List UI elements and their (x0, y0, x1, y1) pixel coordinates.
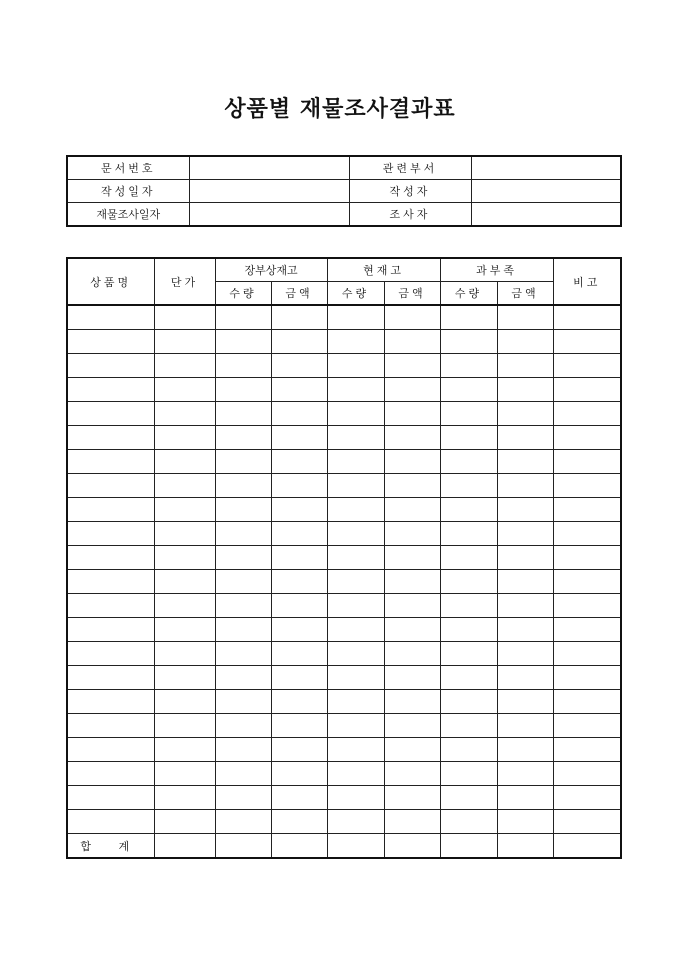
table-cell[interactable] (327, 618, 384, 642)
over-short-header: 과부족 (440, 258, 553, 282)
table-cell[interactable] (154, 690, 215, 714)
table-cell[interactable] (384, 330, 440, 354)
writer-date-label: 작성일자 (67, 180, 189, 203)
table-cell[interactable] (271, 354, 327, 378)
table-cell[interactable] (154, 762, 215, 786)
table-cell[interactable] (215, 786, 271, 810)
table-cell[interactable] (67, 762, 154, 786)
table-cell[interactable] (440, 426, 497, 450)
table-cell[interactable] (215, 402, 271, 426)
total-cell[interactable] (215, 834, 271, 859)
table-row (67, 570, 621, 594)
table-cell[interactable] (67, 402, 154, 426)
table-cell[interactable] (327, 786, 384, 810)
table-cell[interactable] (67, 450, 154, 474)
dept-label: 관련부서 (349, 156, 471, 180)
table-cell[interactable] (553, 426, 621, 450)
table-cell[interactable] (271, 305, 327, 330)
table-cell[interactable] (440, 378, 497, 402)
doc-no-label: 문서번호 (67, 156, 189, 180)
table-cell[interactable] (67, 474, 154, 498)
table-cell[interactable] (553, 714, 621, 738)
writer-field[interactable] (471, 180, 621, 203)
table-cell[interactable] (327, 546, 384, 570)
table-cell[interactable] (271, 786, 327, 810)
table-cell[interactable] (497, 498, 553, 522)
table-row (67, 714, 621, 738)
surveyor-field[interactable] (471, 203, 621, 227)
table-cell[interactable] (327, 474, 384, 498)
table-cell[interactable] (154, 354, 215, 378)
table-cell[interactable] (67, 714, 154, 738)
table-cell[interactable] (384, 666, 440, 690)
actual-amount-header: 금액 (384, 282, 440, 306)
table-cell[interactable] (553, 450, 621, 474)
table-cell[interactable] (553, 642, 621, 666)
table-cell[interactable] (497, 522, 553, 546)
survey-date-label: 재물조사일자 (67, 203, 189, 227)
table-cell[interactable] (215, 354, 271, 378)
table-cell[interactable] (327, 690, 384, 714)
table-cell[interactable] (271, 570, 327, 594)
table-row (67, 546, 621, 570)
table-row (67, 450, 621, 474)
table-cell[interactable] (215, 642, 271, 666)
actual-stock-header: 현재고 (327, 258, 440, 282)
table-cell[interactable] (67, 330, 154, 354)
book-qty-header: 수량 (215, 282, 271, 306)
table-cell[interactable] (215, 426, 271, 450)
table-cell[interactable] (553, 738, 621, 762)
table-cell[interactable] (440, 474, 497, 498)
table-cell[interactable] (384, 810, 440, 834)
table-cell[interactable] (384, 426, 440, 450)
table-cell[interactable] (440, 354, 497, 378)
diff-qty-header: 수량 (440, 282, 497, 306)
doc-no-field[interactable] (189, 156, 349, 180)
table-cell[interactable] (497, 618, 553, 642)
table-cell[interactable] (271, 594, 327, 618)
table-cell[interactable] (384, 546, 440, 570)
table-cell[interactable] (271, 498, 327, 522)
table-cell[interactable] (384, 450, 440, 474)
diff-amount-header: 금액 (497, 282, 553, 306)
table-cell[interactable] (440, 642, 497, 666)
table-cell[interactable] (497, 738, 553, 762)
table-cell[interactable] (327, 570, 384, 594)
total-cell[interactable] (154, 834, 215, 859)
table-cell[interactable] (154, 666, 215, 690)
table-row (67, 402, 621, 426)
table-cell[interactable] (327, 354, 384, 378)
table-cell[interactable] (67, 618, 154, 642)
table-cell[interactable] (440, 450, 497, 474)
table-cell[interactable] (271, 522, 327, 546)
table-row (67, 642, 621, 666)
table-cell[interactable] (67, 786, 154, 810)
table-cell[interactable] (497, 330, 553, 354)
table-cell[interactable] (327, 738, 384, 762)
table-row (67, 738, 621, 762)
table-cell[interactable] (215, 762, 271, 786)
total-cell[interactable] (271, 834, 327, 859)
table-cell[interactable] (497, 474, 553, 498)
product-name-header: 상품명 (67, 258, 154, 305)
table-cell[interactable] (215, 738, 271, 762)
book-stock-header: 장부상재고 (215, 258, 327, 282)
table-cell[interactable] (384, 714, 440, 738)
table-cell[interactable] (384, 570, 440, 594)
table-cell[interactable] (271, 714, 327, 738)
table-cell[interactable] (154, 330, 215, 354)
table-cell[interactable] (384, 786, 440, 810)
table-cell[interactable] (440, 498, 497, 522)
actual-qty-header: 수량 (327, 282, 384, 306)
table-cell[interactable] (497, 690, 553, 714)
table-cell[interactable] (384, 305, 440, 330)
table-cell[interactable] (497, 666, 553, 690)
table-row (67, 378, 621, 402)
table-cell[interactable] (553, 354, 621, 378)
table-cell[interactable] (67, 594, 154, 618)
table-cell[interactable] (215, 474, 271, 498)
table-cell[interactable] (215, 690, 271, 714)
table-cell[interactable] (440, 522, 497, 546)
table-row (67, 594, 621, 618)
table-cell[interactable] (384, 762, 440, 786)
table-cell[interactable] (384, 522, 440, 546)
table-cell[interactable] (327, 762, 384, 786)
table-cell[interactable] (384, 378, 440, 402)
table-cell[interactable] (553, 402, 621, 426)
table-cell[interactable] (440, 570, 497, 594)
table-cell[interactable] (553, 666, 621, 690)
table-cell[interactable] (440, 594, 497, 618)
total-cell[interactable] (497, 834, 553, 859)
dept-field[interactable] (471, 156, 621, 180)
table-cell[interactable] (440, 714, 497, 738)
table-cell[interactable] (271, 690, 327, 714)
table-cell[interactable] (384, 498, 440, 522)
table-cell[interactable] (271, 810, 327, 834)
table-cell[interactable] (553, 522, 621, 546)
table-cell[interactable] (67, 738, 154, 762)
table-row (67, 690, 621, 714)
table-cell[interactable] (67, 666, 154, 690)
table-cell[interactable] (553, 810, 621, 834)
table-cell[interactable] (440, 690, 497, 714)
table-row (67, 786, 621, 810)
table-cell[interactable] (497, 810, 553, 834)
table-cell[interactable] (67, 810, 154, 834)
table-row (67, 305, 621, 330)
table-cell[interactable] (271, 378, 327, 402)
table-cell[interactable] (553, 474, 621, 498)
table-cell[interactable] (67, 305, 154, 330)
table-cell[interactable] (327, 305, 384, 330)
table-cell[interactable] (154, 546, 215, 570)
table-cell[interactable] (384, 618, 440, 642)
table-cell[interactable] (497, 402, 553, 426)
table-cell[interactable] (154, 642, 215, 666)
table-cell[interactable] (384, 474, 440, 498)
table-cell[interactable] (553, 690, 621, 714)
document-info-table (66, 155, 622, 227)
table-cell[interactable] (154, 305, 215, 330)
table-cell[interactable] (327, 426, 384, 450)
table-cell[interactable] (154, 714, 215, 738)
table-row (67, 498, 621, 522)
page-title: 상품별 재물조사결과표 (224, 97, 456, 122)
table-cell[interactable] (154, 738, 215, 762)
table-cell[interactable] (215, 522, 271, 546)
table-cell[interactable] (154, 618, 215, 642)
table-row (67, 618, 621, 642)
table-cell[interactable] (553, 618, 621, 642)
total-row (67, 834, 621, 859)
table-cell[interactable] (553, 330, 621, 354)
table-cell[interactable] (553, 762, 621, 786)
table-cell[interactable] (553, 594, 621, 618)
total-label: 합 계 (67, 834, 154, 859)
table-cell[interactable] (497, 305, 553, 330)
table-cell[interactable] (497, 714, 553, 738)
table-cell[interactable] (67, 378, 154, 402)
table-cell[interactable] (154, 522, 215, 546)
total-cell[interactable] (327, 834, 384, 859)
total-cell[interactable] (553, 834, 621, 859)
table-cell[interactable] (271, 450, 327, 474)
table-cell[interactable] (215, 330, 271, 354)
table-cell[interactable] (497, 642, 553, 666)
table-cell[interactable] (215, 305, 271, 330)
table-cell[interactable] (553, 786, 621, 810)
table-cell[interactable] (271, 618, 327, 642)
total-cell[interactable] (384, 834, 440, 859)
table-cell[interactable] (215, 594, 271, 618)
table-cell[interactable] (440, 786, 497, 810)
table-cell[interactable] (154, 810, 215, 834)
table-cell[interactable] (497, 426, 553, 450)
table-cell[interactable] (154, 786, 215, 810)
remarks-header: 비고 (553, 258, 621, 305)
table-cell[interactable] (497, 570, 553, 594)
table-cell[interactable] (215, 666, 271, 690)
writer-label: 작성자 (349, 180, 471, 203)
table-cell[interactable] (271, 642, 327, 666)
table-row (67, 354, 621, 378)
table-cell[interactable] (327, 522, 384, 546)
table-cell[interactable] (271, 474, 327, 498)
table-row (67, 330, 621, 354)
survey-date-field[interactable] (189, 203, 349, 227)
table-row (67, 810, 621, 834)
table-cell[interactable] (440, 330, 497, 354)
table-cell[interactable] (67, 546, 154, 570)
table-cell[interactable] (384, 594, 440, 618)
table-cell[interactable] (384, 354, 440, 378)
table-cell[interactable] (271, 330, 327, 354)
table-row (67, 666, 621, 690)
table-cell[interactable] (384, 738, 440, 762)
table-cell[interactable] (271, 666, 327, 690)
table-cell[interactable] (553, 305, 621, 330)
table-cell[interactable] (327, 810, 384, 834)
table-cell[interactable] (271, 426, 327, 450)
table-cell[interactable] (271, 762, 327, 786)
table-cell[interactable] (154, 498, 215, 522)
table-cell[interactable] (327, 594, 384, 618)
table-cell[interactable] (67, 570, 154, 594)
table-row (67, 426, 621, 450)
table-cell[interactable] (215, 378, 271, 402)
table-cell[interactable] (440, 402, 497, 426)
table-cell[interactable] (271, 546, 327, 570)
table-cell[interactable] (215, 618, 271, 642)
table-cell[interactable] (327, 498, 384, 522)
table-row (67, 762, 621, 786)
table-cell[interactable] (497, 594, 553, 618)
table-cell[interactable] (327, 402, 384, 426)
table-cell[interactable] (67, 498, 154, 522)
table-cell[interactable] (497, 786, 553, 810)
table-cell[interactable] (271, 738, 327, 762)
table-cell[interactable] (440, 738, 497, 762)
table-cell[interactable] (154, 402, 215, 426)
book-amount-header: 금액 (271, 282, 327, 306)
table-cell[interactable] (154, 594, 215, 618)
total-cell[interactable] (440, 834, 497, 859)
surveyor-label: 조사자 (349, 203, 471, 227)
table-cell[interactable] (215, 498, 271, 522)
table-cell[interactable] (553, 498, 621, 522)
table-cell[interactable] (327, 450, 384, 474)
table-row (67, 522, 621, 546)
table-cell[interactable] (440, 762, 497, 786)
writer-date-field[interactable] (189, 180, 349, 203)
table-cell[interactable] (440, 305, 497, 330)
table-cell[interactable] (440, 666, 497, 690)
table-cell[interactable] (215, 546, 271, 570)
table-cell[interactable] (215, 810, 271, 834)
table-cell[interactable] (497, 378, 553, 402)
table-cell[interactable] (553, 546, 621, 570)
table-cell[interactable] (327, 666, 384, 690)
table-cell[interactable] (154, 570, 215, 594)
table-cell[interactable] (440, 810, 497, 834)
table-cell[interactable] (327, 642, 384, 666)
table-cell[interactable] (497, 762, 553, 786)
table-cell[interactable] (154, 474, 215, 498)
table-cell[interactable] (327, 330, 384, 354)
table-cell[interactable] (215, 450, 271, 474)
table-cell[interactable] (215, 570, 271, 594)
unit-price-header: 단가 (154, 258, 215, 305)
table-cell[interactable] (67, 354, 154, 378)
table-cell[interactable] (553, 378, 621, 402)
table-cell[interactable] (215, 714, 271, 738)
table-cell[interactable] (497, 354, 553, 378)
table-cell[interactable] (154, 450, 215, 474)
table-cell[interactable] (67, 522, 154, 546)
table-cell[interactable] (384, 690, 440, 714)
table-cell[interactable] (327, 378, 384, 402)
table-cell[interactable] (67, 642, 154, 666)
table-cell[interactable] (271, 402, 327, 426)
table-cell[interactable] (154, 426, 215, 450)
table-cell[interactable] (553, 570, 621, 594)
table-cell[interactable] (497, 546, 553, 570)
table-row (67, 474, 621, 498)
table-cell[interactable] (67, 426, 154, 450)
table-cell[interactable] (384, 642, 440, 666)
table-cell[interactable] (440, 618, 497, 642)
inventory-result-table (66, 257, 622, 859)
table-cell[interactable] (384, 402, 440, 426)
table-cell[interactable] (327, 714, 384, 738)
table-cell[interactable] (154, 378, 215, 402)
table-cell[interactable] (497, 450, 553, 474)
table-cell[interactable] (440, 546, 497, 570)
table-cell[interactable] (67, 690, 154, 714)
